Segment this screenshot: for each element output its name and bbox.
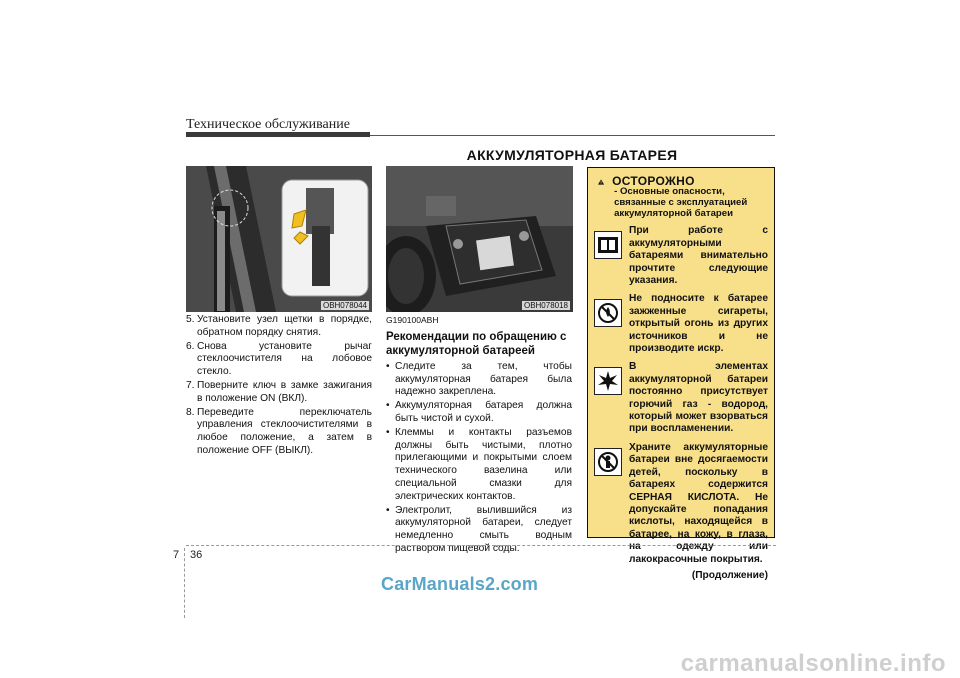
wiper-figure — [186, 166, 372, 312]
list-item: • Электролит, вылившийся из аккумуляторной батареи, следует немедленно смыть водным раствором пищевой соды. — [386, 504, 572, 554]
warning-subtitle: - Основные опасности, связанные с эксплуатацией аккумуляторной батареи — [614, 186, 748, 219]
list-item: • Следите за тем, чтобы аккумуляторная батарея была надежно закреплена. — [386, 360, 572, 398]
recommendations-heading: Рекомендации по обращению с аккумуляторной батареей — [386, 330, 567, 357]
no-fire-icon — [594, 299, 622, 327]
chapter-header-title: Техническое обслуживание — [186, 117, 350, 132]
figure-code-label: OBH078018 — [523, 301, 568, 310]
watermark-link[interactable]: CarManuals2.com — [381, 574, 539, 594]
continued-label: (Продолжение) — [691, 569, 768, 581]
warning-item: Храните аккумуляторные батареи вне досягаемости детей, поскольку в батареях содержится СЕРНАЯ КИСЛОТА. Не допускайте попадания кислоты, находящейся в батарее, на кожу, в глаза, на одежду или лакокрасочные покрытия. — [594, 442, 768, 566]
manual-book-icon — [594, 231, 622, 259]
list-item: 6. Снова установите рычаг стеклоочистителя на лобовое стекло. — [186, 340, 372, 378]
list-item: 7. Поверните ключ в замке зажигания в положение ON (ВКЛ). — [186, 379, 372, 404]
list-item: 5. Установите узел щетки в порядке, обратном порядку снятия. — [186, 314, 372, 338]
list-item: 8. Переведите переключатель управления стеклоочистителями в любое положение, а затем в положение OFF (ВЫКЛ). — [186, 406, 372, 456]
list-item: • Клеммы и контакты разъемов должны быть чистыми, плотно прилегающими и покрытыми слоем технического вазелина или специальной смазки для электрических контактов. — [386, 426, 572, 502]
figure-code-label: OBH078044 — [322, 301, 367, 310]
warning-item: При работе с аккумуляторными батареями внимательно прочтите следующие указания. — [594, 225, 768, 287]
footer-divider — [186, 545, 776, 546]
explosion-icon — [594, 367, 622, 395]
chapter-number: 7 — [173, 549, 180, 561]
header-rule — [370, 135, 775, 136]
wiper-illustration — [186, 166, 372, 312]
battery-figure — [386, 166, 573, 312]
header-bar — [186, 132, 370, 137]
wiper-steps-list — [186, 314, 372, 459]
warning-item: В элементах аккумуляторной батареи постоянно присутствует горючий газ - водород, который может взорваться при воспламенении. — [594, 361, 768, 435]
battery-recommendations — [386, 314, 572, 557]
battery-illustration — [386, 166, 573, 312]
warning-box — [587, 167, 775, 581]
footer-vertical-divider — [184, 548, 185, 618]
warning-header — [594, 174, 768, 219]
page-number: 36 — [190, 549, 203, 561]
keep-away-children-icon — [594, 448, 622, 476]
footer-brand-watermark: carmanualsonline.info — [680, 650, 946, 677]
list-item: • Аккумуляторная батарея должна быть чистой и сухой. — [386, 400, 572, 424]
warning-item: Не подносите к батарее зажженные сигареты, открытый огонь из других источников и не производите искр. — [594, 293, 768, 355]
warning-title: ОСТОРОЖНО — [612, 174, 695, 188]
section-title: АККУМУЛЯТОРНАЯ БАТАРЕЯ — [466, 147, 678, 163]
section-code: G190100ABH — [386, 315, 439, 325]
